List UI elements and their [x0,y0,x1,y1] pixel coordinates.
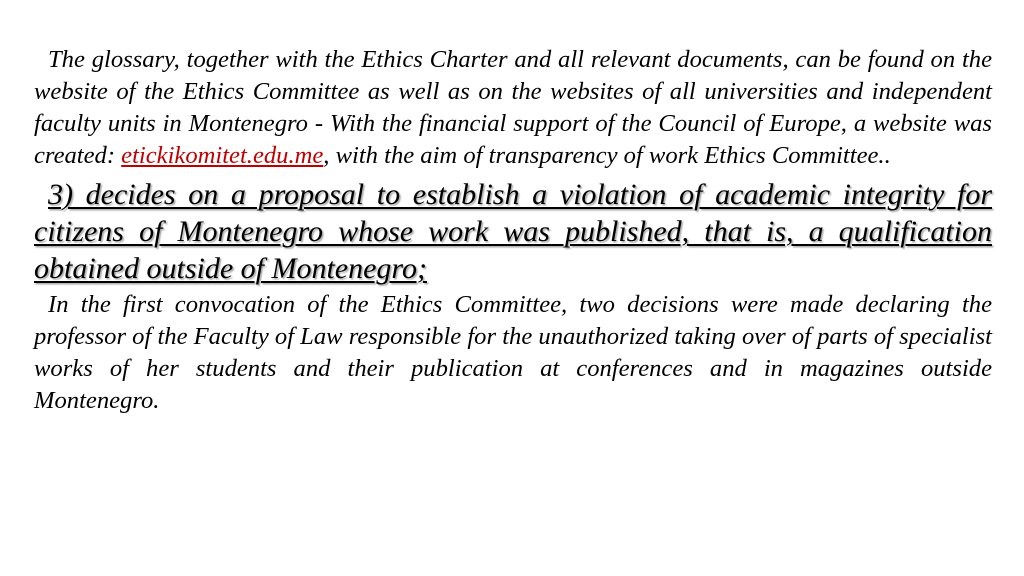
glossary-paragraph [34,44,992,172]
glossary-text-end: , with the aim of transparency of work Ethics Committee.. [323,142,891,169]
point-3-heading: 3) decides on a proposal to establish a violation of academic integrity for citizens of Montenegro whose work was published, that is, a qualification obtained outside of Montenegro; [34,178,992,285]
slide-content [34,44,992,417]
glossary-text: The glossary, together with the Ethics Charter and all relevant documents, can be found on the website of the Ethics Committee as well as on the websites of all universities and independent faculty units in Montenegro - With the financial support of the Council of Europe, a website was created: [34,46,992,169]
first-convocation-paragraph: In the first convocation of the Ethics Committee, two decisions were made declaring the professor of the Faculty of Law responsible for the unauthorized taking over of parts of specialist works of her students and their publication at conferences and in magazines outside Montenegro. [34,291,992,414]
ethics-committee-website-link[interactable]: etickikomitet.edu.me [121,142,324,169]
